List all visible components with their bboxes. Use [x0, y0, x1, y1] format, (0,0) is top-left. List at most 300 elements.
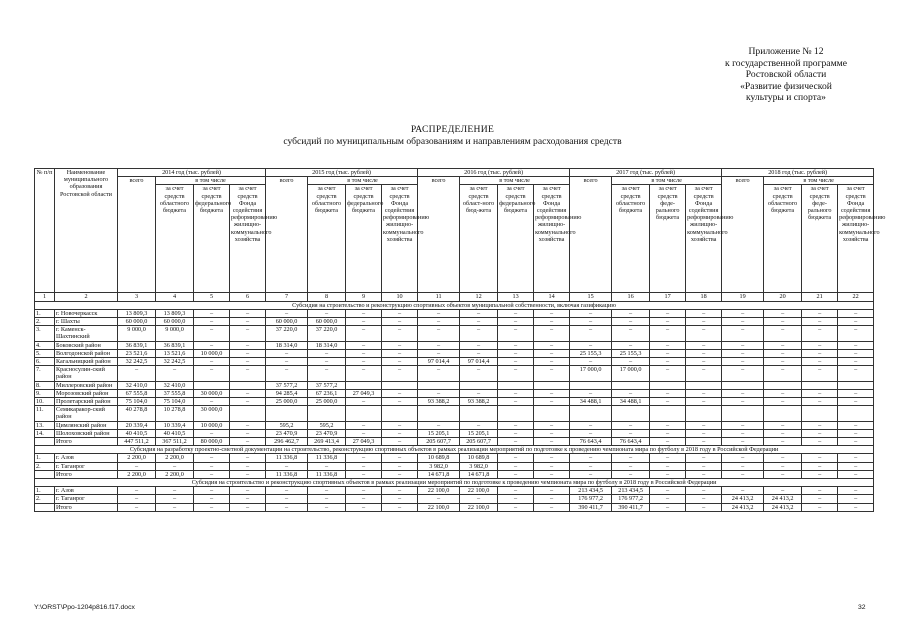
row-number: 1. [35, 487, 55, 495]
header-fund: за счет средств Фонда содействия реформированию жилищно-коммунального хозяйства [382, 185, 418, 293]
header-regional: за счет средств областного бюджета [612, 185, 650, 293]
header-year-2018: 2018 год (тыс. рублей) [722, 169, 874, 177]
value-cell: 269 413,4 [308, 438, 346, 446]
value-cell: 24 413,2 [764, 503, 802, 511]
value-cell [650, 406, 686, 421]
value-cell: – [802, 470, 838, 478]
value-cell [612, 406, 650, 421]
value-cell: – [156, 366, 194, 381]
value-cell: – [764, 309, 802, 317]
value-cell: – [382, 495, 418, 503]
value-cell: 67 555,8 [118, 389, 156, 397]
value-cell: 13 809,3 [118, 309, 156, 317]
value-cell: – [722, 470, 764, 478]
table-row [35, 326, 874, 341]
value-cell: 60 000,0 [308, 318, 346, 326]
value-cell: 18 314,0 [266, 341, 308, 349]
value-cell [266, 406, 308, 421]
value-cell: – [460, 389, 498, 397]
value-cell [838, 381, 874, 389]
value-cell [650, 381, 686, 389]
value-cell: – [346, 366, 382, 381]
value-cell: – [230, 309, 266, 317]
value-cell: – [612, 454, 650, 462]
column-number: 4 [156, 293, 194, 301]
row-number: 9. [35, 389, 55, 397]
value-cell [534, 381, 570, 389]
value-cell: – [194, 358, 230, 366]
value-cell [230, 406, 266, 421]
value-cell: – [230, 341, 266, 349]
total-row [35, 503, 874, 511]
value-cell: – [498, 358, 534, 366]
subsidy-table [34, 168, 886, 512]
value-cell: – [418, 309, 460, 317]
value-cell: 25 155,3 [570, 349, 612, 357]
value-cell: 2 200,0 [156, 470, 194, 478]
header-fund: за счет средств Фонда содействия реформированию жилищно-коммунального хозяйства [838, 185, 874, 293]
value-cell: 22 100,0 [418, 487, 460, 495]
value-cell: – [308, 366, 346, 381]
header-fund: за счет средств Фонда содействия реформированию жилищно-коммунального хозяйства [686, 185, 722, 293]
value-cell: 10 000,0 [194, 349, 230, 357]
header-total: всего [722, 177, 764, 293]
value-cell: – [838, 366, 874, 381]
value-cell: – [570, 389, 612, 397]
row-number: 11. [35, 406, 55, 421]
value-cell: – [686, 454, 722, 462]
value-cell: 76 643,4 [570, 438, 612, 446]
header-federal: за счет средств федерального бюджета [194, 185, 230, 293]
value-cell: 9 000,0 [118, 326, 156, 341]
value-cell: – [230, 462, 266, 470]
appendix-block [690, 46, 882, 104]
header-name: Наименование муниципального образования Ростовской области [55, 169, 118, 293]
value-cell: 11 336,8 [266, 470, 308, 478]
value-cell: – [612, 318, 650, 326]
value-cell [460, 406, 498, 421]
value-cell: – [722, 462, 764, 470]
table-row [35, 358, 874, 366]
municipality-name: Боковский район [55, 341, 118, 349]
header-regional: за счет средств област-ного бюд-жета [460, 185, 498, 293]
value-cell: 37 577,2 [308, 381, 346, 389]
value-cell: – [686, 503, 722, 511]
value-cell: 24 413,2 [764, 495, 802, 503]
value-cell: – [266, 309, 308, 317]
value-cell: – [838, 470, 874, 478]
value-cell: – [230, 389, 266, 397]
value-cell: – [194, 495, 230, 503]
value-cell: 205 607,7 [418, 438, 460, 446]
header-incl: в том числе [460, 177, 570, 185]
value-cell: – [498, 429, 534, 437]
value-cell: – [346, 429, 382, 437]
value-cell: – [266, 487, 308, 495]
value-cell: – [686, 487, 722, 495]
value-cell [722, 406, 764, 421]
value-cell: 17 000,0 [570, 366, 612, 381]
value-cell: – [230, 326, 266, 341]
value-cell: – [266, 495, 308, 503]
value-cell: 10 278,8 [156, 406, 194, 421]
value-cell: – [650, 470, 686, 478]
value-cell: – [722, 454, 764, 462]
value-cell: – [802, 421, 838, 429]
column-number: 21 [802, 293, 838, 301]
value-cell: – [382, 454, 418, 462]
value-cell: – [118, 462, 156, 470]
value-cell: 37 555,8 [156, 389, 194, 397]
value-cell: – [838, 326, 874, 341]
value-cell: 24 413,2 [722, 495, 764, 503]
value-cell: 176 977,2 [612, 495, 650, 503]
value-cell: 37 577,2 [266, 381, 308, 389]
value-cell: 22 100,0 [460, 487, 498, 495]
value-cell: 40 278,8 [118, 406, 156, 421]
value-cell [722, 381, 764, 389]
value-cell: 3 982,0 [418, 462, 460, 470]
column-number: 10 [382, 293, 418, 301]
value-cell: 205 607,7 [460, 438, 498, 446]
value-cell [534, 406, 570, 421]
value-cell: – [686, 366, 722, 381]
value-cell: – [418, 326, 460, 341]
municipality-name: Итого [55, 438, 118, 446]
value-cell: – [650, 487, 686, 495]
value-cell: – [838, 429, 874, 437]
value-cell: 15 205,1 [460, 429, 498, 437]
value-cell: – [838, 389, 874, 397]
value-cell: – [266, 366, 308, 381]
appendix-line: Приложение № 12 [748, 46, 824, 57]
value-cell: – [570, 421, 612, 429]
section-title-row [35, 301, 874, 309]
value-cell: 27 049,3 [346, 389, 382, 397]
column-number: 13 [498, 293, 534, 301]
row-number: 2. [35, 462, 55, 470]
column-number: 1 [35, 293, 55, 301]
value-cell: – [764, 421, 802, 429]
row-number: 4. [35, 341, 55, 349]
value-cell: 97 014,4 [418, 358, 460, 366]
header-no: № п/п [35, 169, 55, 293]
value-cell: – [764, 349, 802, 357]
value-cell: 10 339,4 [156, 421, 194, 429]
value-cell: – [650, 462, 686, 470]
municipality-name: Цимлянский район [55, 421, 118, 429]
value-cell: 22 100,0 [460, 503, 498, 511]
value-cell: 36 839,1 [156, 341, 194, 349]
value-cell: – [612, 421, 650, 429]
value-cell: – [650, 349, 686, 357]
value-cell [382, 381, 418, 389]
value-cell: 2 200,0 [156, 454, 194, 462]
value-cell: – [118, 503, 156, 511]
section-title-row [35, 446, 874, 454]
value-cell: – [382, 326, 418, 341]
value-cell: – [838, 454, 874, 462]
value-cell: – [418, 341, 460, 349]
section-title: Субсидия на строительство и реконструкцию спортивных объектов в рамках реализации мероприятий по подготовке к проведению чемпионата мира по футболу в 2018 году в Российской Федерации [35, 479, 874, 487]
value-cell: – [650, 429, 686, 437]
value-cell: 11 336,8 [266, 454, 308, 462]
value-cell: 595,2 [266, 421, 308, 429]
value-cell: 2 200,0 [118, 470, 156, 478]
value-cell: 23 470,9 [308, 429, 346, 437]
value-cell [802, 406, 838, 421]
value-cell: 60 000,0 [266, 318, 308, 326]
value-cell: – [382, 503, 418, 511]
value-cell: – [802, 398, 838, 406]
value-cell: 17 000,0 [612, 366, 650, 381]
value-cell: – [722, 326, 764, 341]
value-cell: – [534, 421, 570, 429]
header-regional: за счет средств областного бюджета [308, 185, 346, 293]
municipality-name: Кагальницкий район [55, 358, 118, 366]
value-cell: – [230, 358, 266, 366]
value-cell: – [382, 438, 418, 446]
value-cell: – [194, 318, 230, 326]
value-cell: 37 220,0 [308, 326, 346, 341]
value-cell: – [802, 318, 838, 326]
value-cell: – [650, 503, 686, 511]
value-cell [686, 406, 722, 421]
column-number: 20 [764, 293, 802, 301]
value-cell: – [838, 421, 874, 429]
value-cell: 36 839,1 [118, 341, 156, 349]
value-cell: – [534, 487, 570, 495]
value-cell: – [346, 326, 382, 341]
appendix-line: культуры и спорта» [746, 92, 826, 103]
value-cell [382, 406, 418, 421]
row-number: 1. [35, 309, 55, 317]
value-cell: – [570, 429, 612, 437]
value-cell: 2 200,0 [118, 454, 156, 462]
value-cell: – [534, 358, 570, 366]
value-cell: – [534, 438, 570, 446]
value-cell: – [156, 462, 194, 470]
value-cell: – [722, 398, 764, 406]
value-cell: 40 410,5 [118, 429, 156, 437]
value-cell: – [498, 495, 534, 503]
table-row [35, 421, 874, 429]
value-cell: – [722, 349, 764, 357]
table-row [35, 318, 874, 326]
value-cell: – [802, 429, 838, 437]
value-cell: – [764, 341, 802, 349]
header-incl: в том числе [308, 177, 418, 185]
value-cell: – [686, 309, 722, 317]
value-cell: 14 671,8 [460, 470, 498, 478]
value-cell: – [612, 470, 650, 478]
municipality-name: Волгодонской район [55, 349, 118, 357]
municipality-name: Красносулин-ский район [55, 366, 118, 381]
header-total: всего [418, 177, 460, 293]
value-cell: 367 511,2 [156, 438, 194, 446]
value-cell: – [534, 318, 570, 326]
table-row [35, 462, 874, 470]
header-year-2016: 2016 год (тыс. рублей) [418, 169, 570, 177]
column-number: 11 [418, 293, 460, 301]
document-title [0, 124, 905, 148]
value-cell: – [802, 358, 838, 366]
column-number: 14 [534, 293, 570, 301]
value-cell: – [650, 318, 686, 326]
value-cell: 32 242,5 [156, 358, 194, 366]
municipality-name: г. Шахты [55, 318, 118, 326]
value-cell: – [764, 487, 802, 495]
row-number [35, 438, 55, 446]
value-cell: – [534, 309, 570, 317]
row-number: 1. [35, 454, 55, 462]
value-cell: 76 643,4 [612, 438, 650, 446]
value-cell: – [346, 398, 382, 406]
value-cell: 60 000,0 [118, 318, 156, 326]
value-cell: 296 462,7 [266, 438, 308, 446]
value-cell: – [534, 429, 570, 437]
value-cell: – [650, 326, 686, 341]
value-cell: – [838, 349, 874, 357]
value-cell: – [534, 366, 570, 381]
value-cell: – [346, 358, 382, 366]
column-number: 6 [230, 293, 266, 301]
value-cell: – [612, 462, 650, 470]
value-cell: – [612, 358, 650, 366]
value-cell: – [686, 462, 722, 470]
header-fund: за счет средств Фонда содействия реформированию жилищно-коммунального хозяйства [230, 185, 266, 293]
value-cell: – [498, 349, 534, 357]
value-cell: – [460, 326, 498, 341]
value-cell: – [382, 389, 418, 397]
value-cell: – [194, 398, 230, 406]
value-cell: – [650, 389, 686, 397]
value-cell: 27 049,3 [346, 438, 382, 446]
value-cell: – [194, 309, 230, 317]
value-cell: – [650, 438, 686, 446]
value-cell: – [230, 503, 266, 511]
appendix-line: «Развитие физической [740, 80, 832, 92]
value-cell: – [802, 438, 838, 446]
value-cell: – [764, 470, 802, 478]
value-cell: – [460, 349, 498, 357]
value-cell: 67 236,1 [308, 389, 346, 397]
table-body [35, 301, 874, 511]
value-cell: – [460, 421, 498, 429]
value-cell: – [498, 462, 534, 470]
column-number: 15 [570, 293, 612, 301]
value-cell: 390 411,7 [612, 503, 650, 511]
value-cell: – [570, 358, 612, 366]
value-cell: – [382, 462, 418, 470]
municipality-name: г. Азов [55, 454, 118, 462]
value-cell: – [802, 389, 838, 397]
value-cell: – [764, 438, 802, 446]
value-cell: – [650, 421, 686, 429]
row-number [35, 503, 55, 511]
municipality-name: Пролетарский район [55, 398, 118, 406]
value-cell: – [650, 366, 686, 381]
value-cell: – [838, 398, 874, 406]
value-cell: – [346, 349, 382, 357]
value-cell [570, 406, 612, 421]
value-cell [346, 406, 382, 421]
municipality-name: г. Таганрог [55, 462, 118, 470]
value-cell: – [308, 349, 346, 357]
value-cell: – [230, 429, 266, 437]
municipality-name: Итого [55, 470, 118, 478]
value-cell: – [230, 454, 266, 462]
value-cell: – [534, 470, 570, 478]
value-cell: – [764, 358, 802, 366]
table-row [35, 398, 874, 406]
column-number: 7 [266, 293, 308, 301]
value-cell: – [838, 503, 874, 511]
municipality-name: Миллеровский район [55, 381, 118, 389]
value-cell: – [686, 470, 722, 478]
value-cell [686, 381, 722, 389]
table-row [35, 406, 874, 421]
appendix-line: к государственной программе [725, 57, 847, 69]
header-incl: в том числе [764, 177, 874, 185]
value-cell: – [266, 462, 308, 470]
table-row [35, 487, 874, 495]
row-number: 7. [35, 366, 55, 381]
value-cell: – [764, 454, 802, 462]
value-cell: – [418, 318, 460, 326]
value-cell: 10 689,8 [418, 454, 460, 462]
table-row [35, 429, 874, 437]
table-row [35, 495, 874, 503]
value-cell [838, 406, 874, 421]
value-cell: – [802, 495, 838, 503]
value-cell: – [194, 366, 230, 381]
value-cell: 75 104,0 [118, 398, 156, 406]
header-regional: за счет средств областного бюджета [764, 185, 802, 293]
value-cell: 24 413,2 [722, 503, 764, 511]
value-cell: 23 470,9 [266, 429, 308, 437]
footer-page-number: 32 [858, 604, 866, 611]
title-line-1: РАСПРЕДЕЛЕНИЕ [410, 124, 495, 135]
value-cell: – [802, 454, 838, 462]
value-cell: – [838, 438, 874, 446]
value-cell [764, 381, 802, 389]
value-cell: – [498, 318, 534, 326]
value-cell: – [156, 487, 194, 495]
section-title: Субсидия на строительство и реконструкцию спортивных объектов муниципальной собственности, включая газификацию [35, 301, 874, 309]
value-cell: – [802, 462, 838, 470]
column-number: 17 [650, 293, 686, 301]
row-number: 6. [35, 358, 55, 366]
value-cell: – [838, 462, 874, 470]
value-cell: – [382, 487, 418, 495]
value-cell: – [764, 326, 802, 341]
value-cell [194, 381, 230, 389]
value-cell [346, 381, 382, 389]
value-cell: 447 511,2 [118, 438, 156, 446]
value-cell: – [194, 487, 230, 495]
table-row [35, 309, 874, 317]
section-title: Субсидия на разработку проектно-сметной документации на строительство, реконструкцию спортивных объектов в рамках реализации мероприятий по подготовке к проведению чемпионата мира по футболу в 2018 году в Российской Федерации [35, 446, 874, 454]
column-number: 8 [308, 293, 346, 301]
row-number: 5. [35, 349, 55, 357]
value-cell: – [722, 358, 764, 366]
row-number: 13. [35, 421, 55, 429]
table-row [35, 341, 874, 349]
value-cell: 40 410,5 [156, 429, 194, 437]
municipality-name: Семикаракор-ский район [55, 406, 118, 421]
value-cell: – [650, 495, 686, 503]
